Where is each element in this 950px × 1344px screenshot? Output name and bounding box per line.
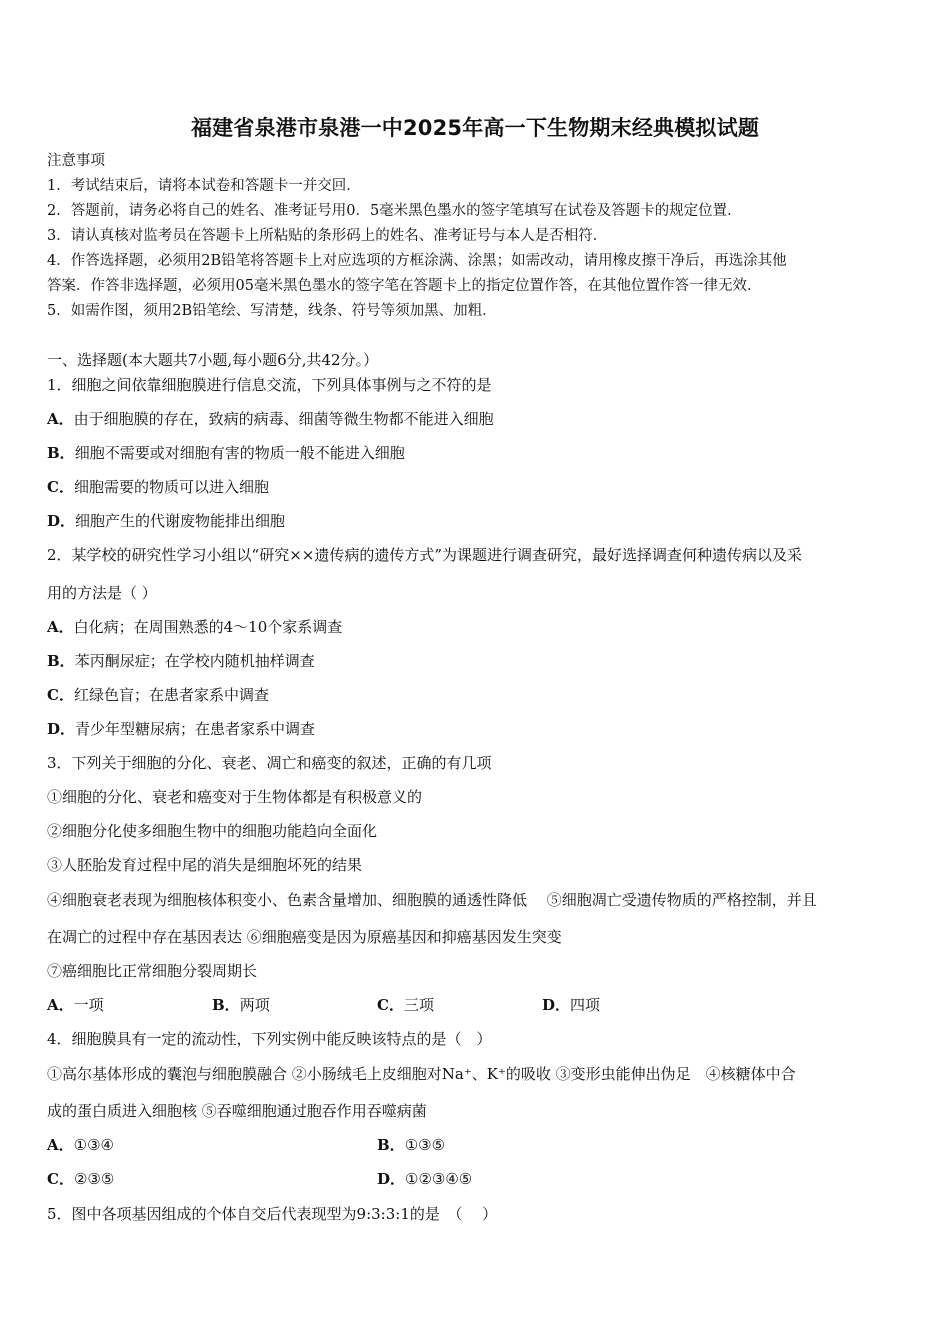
q1-option-a-text: 由于细胞膜的存在，致病的病毒、细菌等微生物都不能进入细胞	[73, 410, 494, 428]
q1-option-a-label: A．	[47, 410, 74, 428]
notice-item-3: 3．请认真核对监考员在答题卡上所粘贴的条形码上的姓名、准考证号与本人是否相符．	[47, 228, 608, 244]
exam-title: 福建省泉港市泉港一中2025年高一下生物期末经典模拟试题	[190, 116, 760, 140]
q3-option-c	[377, 995, 434, 1015]
q2-option-d	[47, 719, 315, 739]
q3-option-d	[542, 995, 600, 1015]
q3-option-a-label: A．	[47, 996, 74, 1014]
q1-option-b	[47, 443, 405, 463]
q2-stem-line2: 用的方法是（ ）	[47, 584, 157, 602]
q4-stem: 4．细胞膜具有一定的流动性，下列实例中能反映该特点的是（ ）	[47, 1030, 492, 1048]
q4-statements-line2: 成的蛋白质进入细胞核 ⑤吞噬细胞通过胞吞作用吞噬病菌	[47, 1102, 427, 1120]
q2-option-b	[47, 651, 315, 671]
q2-option-d-text: 青少年型糖尿病；在患者家系中调查	[75, 720, 316, 738]
q3-statement-1: ①细胞的分化、衰老和癌变对于生物体都是有积极意义的	[47, 788, 423, 806]
q1-option-c-text: 细胞需要的物质可以进入细胞	[73, 478, 269, 496]
q3-statement-2: ②细胞分化使多细胞生物中的细胞功能趋向全面化	[47, 822, 378, 840]
q2-option-b-text: 苯丙酮尿症；在学校内随机抽样调查	[74, 652, 315, 670]
q2-option-c-label: C．	[47, 686, 74, 704]
q1-option-d-label: D．	[47, 512, 76, 530]
q2-option-a-label: A．	[47, 618, 74, 636]
q3-option-b-label: B．	[212, 996, 240, 1014]
q2-option-a-text: 白化病；在周围熟悉的4～10个家系调查	[73, 618, 343, 636]
q2-option-d-label: D．	[47, 720, 76, 738]
q3-option-c-text: 三项	[403, 996, 434, 1014]
q3-option-a-text: 一项	[73, 996, 104, 1014]
q4-option-a	[47, 1135, 114, 1155]
q4-option-c-text: ②③⑤	[73, 1170, 115, 1188]
q3-option-d-text: 四项	[570, 996, 601, 1014]
q2-stem-line1: 2．某学校的研究性学习小组以“研究××遗传病的遗传方式”为课题进行调查研究，最好选择调查何种遗传病以及采	[47, 546, 803, 564]
notice-item-4-cont: 答案．作答非选择题，必须用05毫米黑色墨水的签字笔在答题卡上的指定位置作答，在其他位置作答一律无效．	[47, 278, 762, 294]
q1-option-a	[47, 409, 494, 429]
q1-option-d-text: 细胞产生的代谢废物能排出细胞	[75, 512, 286, 530]
q4-option-d	[377, 1169, 472, 1189]
q4-option-b	[377, 1135, 445, 1155]
q4-option-d-text: ①②③④⑤	[405, 1170, 473, 1188]
q1-option-c-label: C．	[47, 478, 74, 496]
q2-option-b-label: B．	[47, 652, 75, 670]
q4-option-b-label: B．	[377, 1136, 405, 1154]
q3-statement-3: ③人胚胎发育过程中尾的消失是细胞坏死的结果	[47, 856, 363, 874]
q3-statement-5-6: 在凋亡的过程中存在基因表达 ⑥细胞癌变是因为原癌基因和抑癌基因发生突变	[47, 928, 562, 946]
q4-statements-line1: ①高尔基体形成的囊泡与细胞膜融合 ②小肠绒毛上皮细胞对Na⁺、K⁺的吸收 ③变形虫能伸出伪足 ④核糖体中合	[47, 1065, 796, 1083]
notice-item-2: 2．答题前，请务必将自己的姓名、准考证号用0．5毫米黑色墨水的签字笔填写在试卷及答题卡的规定位置．	[47, 203, 742, 219]
notice-item-5: 5．如需作图，须用2B铅笔绘、写清楚，线条、符号等须加黑、加粗．	[47, 303, 497, 319]
section-heading: 一、选择题(本大题共7小题,每小题6分,共42分。）	[47, 351, 379, 369]
q1-stem: 1．细胞之间依靠细胞膜进行信息交流，下列具体事例与之不符的是	[47, 376, 492, 394]
q3-option-a	[47, 995, 104, 1015]
q3-option-d-label: D．	[542, 996, 571, 1014]
q2-option-c	[47, 685, 269, 705]
notice-heading: 注意事项	[47, 153, 105, 169]
q4-option-a-text: ①③④	[73, 1136, 114, 1154]
q4-option-a-label: A．	[47, 1136, 74, 1154]
q1-option-b-text: 细胞不需要或对细胞有害的物质一般不能进入细胞	[74, 444, 405, 462]
q2-option-c-text: 红绿色盲；在患者家系中调查	[73, 686, 269, 704]
q1-option-d	[47, 511, 285, 531]
q2-option-a	[47, 617, 342, 637]
notice-item-1: 1．考试结束后，请将本试卷和答题卡一并交回．	[47, 178, 361, 194]
q4-option-c	[47, 1169, 114, 1189]
q3-option-c-label: C．	[377, 996, 404, 1014]
q4-option-b-text: ①③⑤	[404, 1136, 446, 1154]
notice-item-4: 4．作答选择题，必须用2B铅笔将答题卡上对应选项的方框涂满、涂黑；如需改动，请用橡皮擦干净后，再选涂其他	[47, 253, 787, 269]
q3-option-b-text: 两项	[239, 996, 270, 1014]
q1-option-c	[47, 477, 269, 497]
q5-stem: 5．图中各项基因组成的个体自交后代表现型为9:3:3:1的是 （ ）	[47, 1205, 498, 1223]
q4-option-c-label: C．	[47, 1170, 74, 1188]
q3-statement-4-5: ④细胞衰老表现为细胞核体积变小、色素含量增加、细胞膜的通透性降低 ⑤细胞凋亡受遗传物质的严格控制，并且	[47, 891, 817, 909]
q1-option-b-label: B．	[47, 444, 75, 462]
q3-statement-7: ⑦癌细胞比正常细胞分裂周期长	[47, 962, 258, 980]
q4-option-d-label: D．	[377, 1170, 406, 1188]
q3-stem: 3．下列关于细胞的分化、衰老、凋亡和癌变的叙述，正确的有几项	[47, 754, 492, 772]
q3-option-b	[212, 995, 270, 1015]
